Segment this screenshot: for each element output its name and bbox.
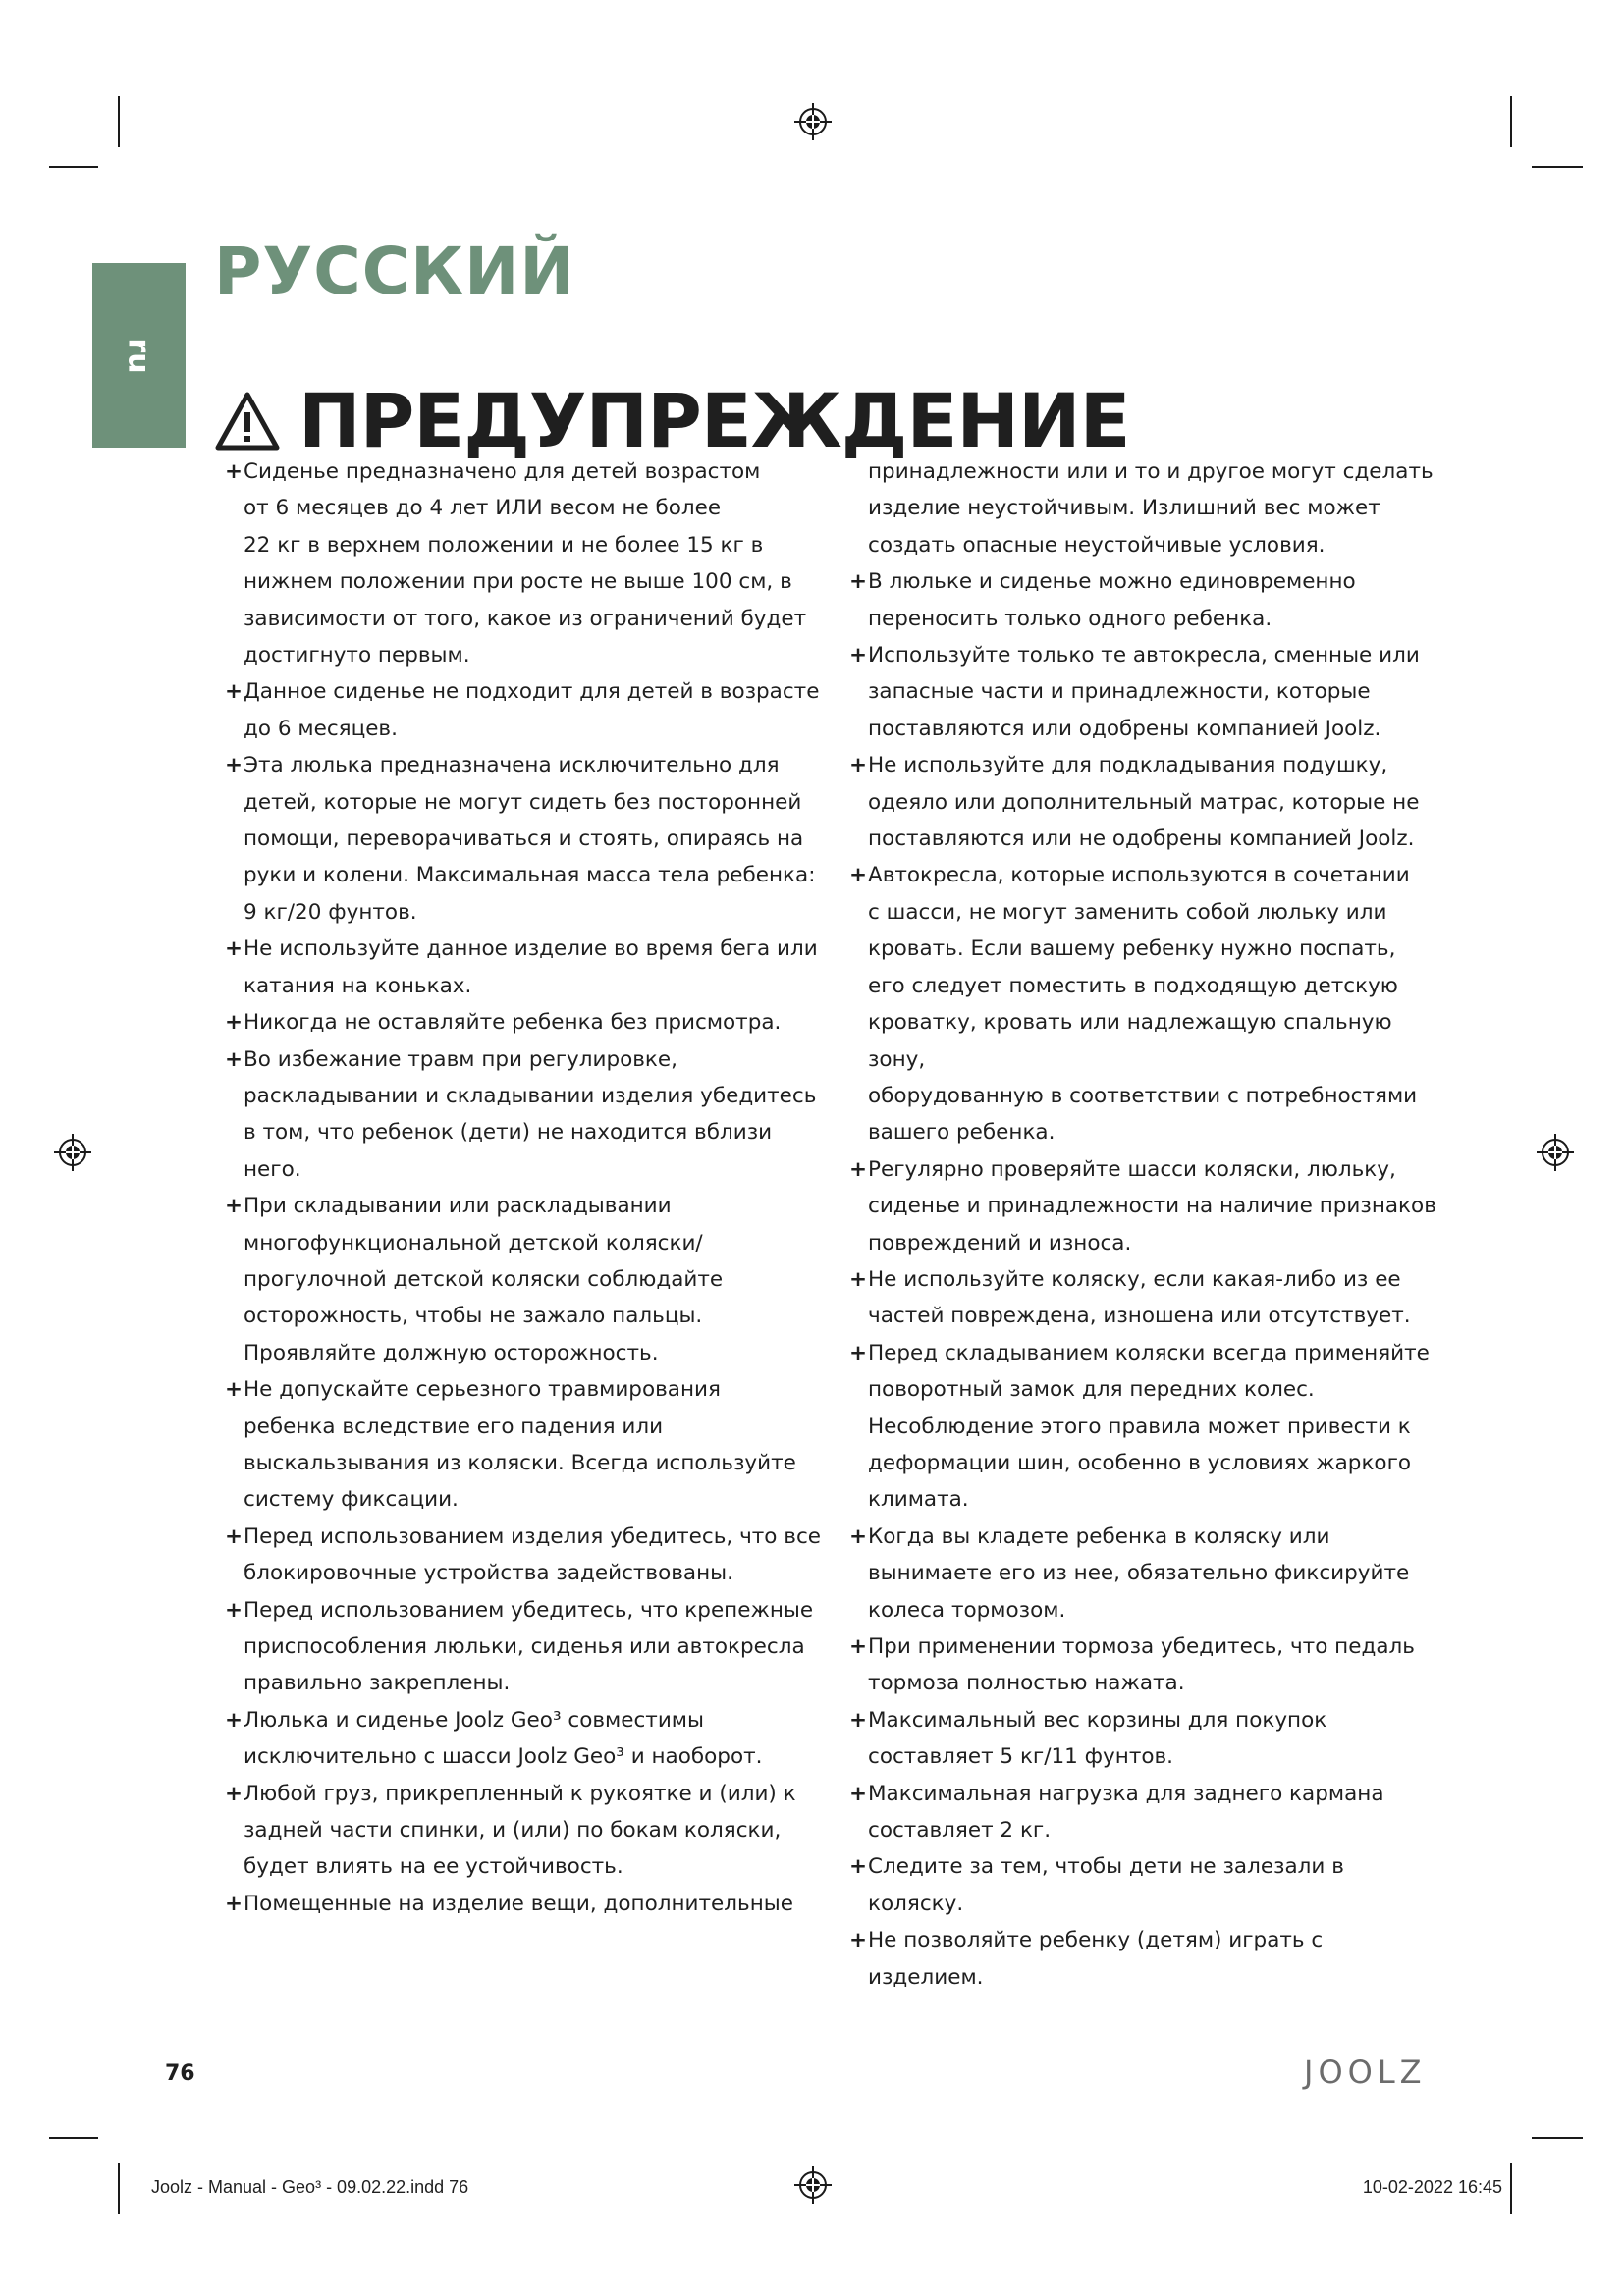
- page-number: 76: [165, 2061, 195, 2086]
- warning-line: + Не используйте данное изделие во время бега или: [228, 931, 822, 967]
- warning-line: будет влиять на ее устойчивость.: [244, 1854, 623, 1880]
- crop-mark: [1510, 96, 1512, 147]
- warning-line: одеяло или дополнительный матрас, которые не: [868, 789, 1420, 815]
- warning-line: Проявляйте должную осторожность.: [244, 1340, 659, 1365]
- warning-line: кроватку, кровать или надлежащую спальную зону,: [868, 1010, 1392, 1072]
- warning-line: детей, которые не могут сидеть без посторонней: [244, 789, 802, 815]
- warning-line: + Перед складыванием коляски всегда применяйте: [852, 1335, 1441, 1371]
- warning-line: + Максимальный вес корзины для покупок: [852, 1702, 1441, 1738]
- warning-line: помощи, переворачиваться и стоять, опираясь на: [244, 827, 804, 852]
- warning-line: оборудованную в соответствии с потребностями: [868, 1083, 1418, 1108]
- warning-line: + Перед использованием убедитесь, что крепежные: [228, 1592, 822, 1629]
- warning-line: составляет 5 кг/11 фунтов.: [868, 1744, 1174, 1770]
- warning-line: блокировочные устройства задействованы.: [244, 1561, 733, 1586]
- warning-line: + В люльке и сиденье можно единовременно: [852, 563, 1441, 600]
- warning-line: повреждений и износа.: [868, 1230, 1132, 1255]
- crop-mark: [49, 166, 98, 168]
- warning-line: поставляются или одобрены компанией Joolz.: [868, 716, 1381, 741]
- warning-line: + Максимальная нагрузка для заднего кармана: [852, 1776, 1441, 1812]
- language-heading: РУССКИЙ: [214, 234, 575, 309]
- warning-line: + Сиденье предназначено для детей возрастом: [228, 454, 822, 490]
- warning-line: его следует поместить в подходящую детскую: [868, 973, 1398, 998]
- warning-line: систему фиксации.: [244, 1487, 459, 1513]
- warning-line: + Не используйте для подкладывания подушку,: [852, 747, 1441, 783]
- warning-line: изделие неустойчивым. Излишний вес может: [868, 496, 1380, 521]
- warning-line: + Эта люлька предназначена исключительно для: [228, 747, 822, 783]
- warning-line: многофункциональной детской коляски/: [244, 1230, 703, 1255]
- crop-mark: [1510, 2163, 1512, 2214]
- warning-line: составляет 2 кг.: [868, 1818, 1052, 1843]
- print-slug-file: Joolz - Manual - Geo³ - 09.02.22.indd 76: [151, 2177, 469, 2197]
- warning-line: задней части спинки, и (или) по бокам коляски,: [244, 1818, 782, 1843]
- warning-line: + При складывании или раскладывании: [228, 1188, 822, 1224]
- warning-line: кровать. Если вашему ребенку нужно поспать,: [868, 936, 1396, 962]
- crop-mark: [118, 2163, 120, 2214]
- warning-line: вашего ребенка.: [868, 1120, 1056, 1146]
- language-tab-label: ru: [122, 337, 156, 374]
- warning-line: + Используйте только те автокресла, сменные или: [852, 637, 1441, 673]
- brand-logo: JOOLZ: [1304, 2054, 1427, 2091]
- crop-mark: [118, 96, 120, 147]
- warning-line: + Перед использованием изделия убедитесь, что все: [228, 1519, 822, 1555]
- registration-mark-icon: [793, 2165, 833, 2205]
- warning-line: приспособления люльки, сиденья или автокресла: [244, 1634, 805, 1659]
- registration-mark-icon: [53, 1133, 92, 1172]
- warning-line: сиденье и принадлежности на наличие признаков: [868, 1194, 1436, 1219]
- crop-mark: [1532, 166, 1583, 168]
- warning-line: + Никогда не оставляйте ребенка без присмотра.: [228, 1004, 822, 1041]
- warning-line: зависимости от того, какое из ограничений будет: [244, 606, 807, 631]
- warning-line: поставляются или не одобрены компанией Joolz.: [868, 827, 1415, 852]
- print-slug-datetime: 10-02-2022 16:45: [1362, 2177, 1502, 2197]
- warnings-left-column: [228, 454, 822, 1922]
- warning-line: достигнуто первым.: [244, 643, 470, 668]
- warning-line: + Помещенные на изделие вещи, дополнительные: [228, 1886, 822, 1922]
- warning-line: создать опасные неустойчивые условия.: [868, 532, 1326, 558]
- warning-line: + Во избежание травм при регулировке,: [228, 1041, 822, 1078]
- warning-line: запасные части и принадлежности, которые: [868, 679, 1371, 705]
- warning-line: тормоза полностью нажата.: [868, 1671, 1185, 1696]
- warnings-right-column: [852, 454, 1441, 1996]
- warning-line: переносить только одного ребенка.: [868, 606, 1272, 631]
- warning-line: правильно закреплены.: [244, 1671, 511, 1696]
- warning-line: + Люлька и сиденье Joolz Geo³ совместимы: [228, 1702, 822, 1738]
- warning-line: прогулочной детской коляски соблюдайте: [244, 1266, 724, 1292]
- warning-line: до 6 месяцев.: [244, 716, 398, 741]
- warning-line: + Когда вы кладете ребенка в коляску или: [852, 1519, 1441, 1555]
- warning-line: руки и колени. Максимальная масса тела ребенка:: [244, 863, 816, 888]
- warning-line: выскальзывания из коляски. Всегда используйте: [244, 1450, 796, 1475]
- warning-line: + Данное сиденье не подходит для детей в возрасте: [228, 673, 822, 710]
- warning-line: от 6 месяцев до 4 лет ИЛИ весом не более: [244, 496, 722, 521]
- warning-line: + Не допускайте серьезного травмирования: [228, 1371, 822, 1408]
- warning-line: + Следите за тем, чтобы дети не залезали в коляску.: [852, 1848, 1441, 1922]
- warning-line: + Автокресла, которые используются в сочетании: [852, 857, 1441, 893]
- registration-mark-icon: [793, 102, 833, 141]
- warning-line: с шасси, не могут заменить собой люльку или: [868, 899, 1387, 925]
- warning-line: климата.: [868, 1487, 969, 1513]
- warning-line: колеса тормозом.: [868, 1597, 1066, 1623]
- warning-triangle-icon: [214, 391, 281, 452]
- warning-line: осторожность, чтобы не зажало пальцы.: [244, 1304, 703, 1329]
- warning-line: частей повреждена, изношена или отсутствует.: [868, 1304, 1411, 1329]
- warning-line: вынимаете его из нее, обязательно фиксируйте: [868, 1561, 1410, 1586]
- crop-mark: [1532, 2137, 1583, 2139]
- warning-line: раскладывании и складывании изделия убедитесь: [244, 1083, 817, 1108]
- warning-line: принадлежности или и то и другое могут сделать: [868, 459, 1434, 484]
- crop-mark: [49, 2137, 98, 2139]
- warning-line: нижнем положении при росте не выше 100 см, в: [244, 569, 792, 595]
- warning-heading-text: ПРЕДУПРЕЖДЕНИЕ: [298, 377, 1130, 464]
- warning-line: + Любой груз, прикрепленный к рукоятке и (или) к: [228, 1776, 822, 1812]
- language-tab: [92, 263, 186, 448]
- warning-line: + Регулярно проверяйте шасси коляски, люльку,: [852, 1151, 1441, 1188]
- warning-line: поворотный замок для передних колес.: [868, 1377, 1315, 1403]
- warning-line: 22 кг в верхнем положении и не более 15 кг в: [244, 532, 764, 558]
- warning-line: + Не используйте коляску, если какая-либо из ее: [852, 1261, 1441, 1298]
- registration-mark-icon: [1536, 1133, 1575, 1172]
- warning-line: исключительно с шасси Joolz Geo³ и наоборот.: [244, 1744, 763, 1770]
- warning-line: + При применении тормоза убедитесь, что педаль: [852, 1629, 1441, 1665]
- warning-line: ребенка вследствие его падения или: [244, 1414, 664, 1439]
- warning-line: + Не позволяйте ребенку (детям) играть с изделием.: [852, 1922, 1441, 1996]
- warning-line: 9 кг/20 фунтов.: [244, 899, 417, 925]
- warning-line: Несоблюдение этого правила может привести к: [868, 1414, 1411, 1439]
- warning-line: в том, что ребенок (дети) не находится вблизи него.: [244, 1120, 773, 1182]
- warning-heading: [214, 377, 1130, 464]
- warning-line: деформации шин, особенно в условиях жаркого: [868, 1450, 1412, 1475]
- warning-line: катания на коньках.: [244, 973, 472, 998]
